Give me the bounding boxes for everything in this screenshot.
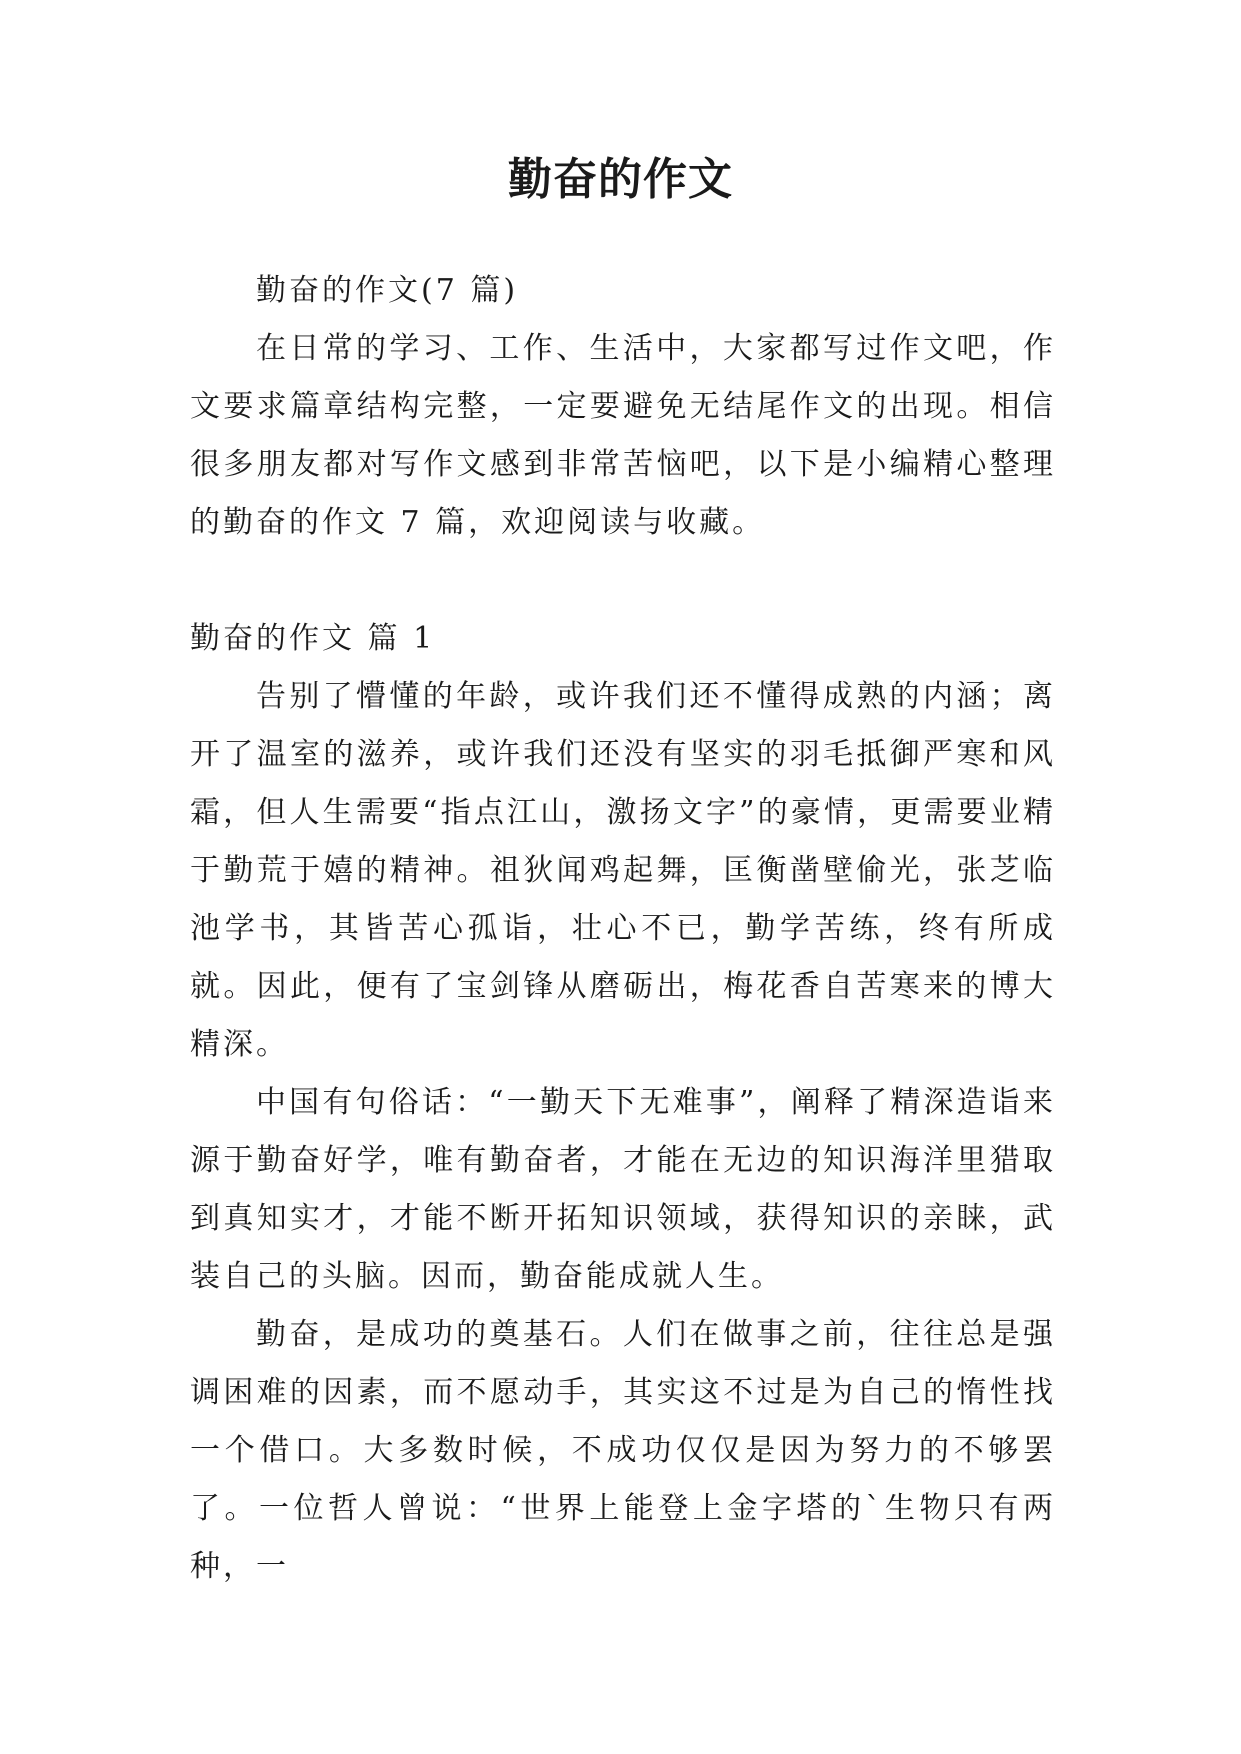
body-paragraph: 勤奋，是成功的奠基石。人们在做事之前，往往总是强调困难的因素，而不愿动手，其实这不过是为自己的惰性找一个借口。大多数时候，不成功仅仅是因为努力的不够罢了。一位哲人曾说：“世界上能登上金字塔的`生物只有两种，一: [190, 1317, 1056, 1584]
section-heading: 勤奋的作文 篇 1: [190, 621, 436, 656]
body-paragraph: 中国有句俗话：“一勤天下无难事”，阐释了精深造诣来源于勤奋好学，唯有勤奋者，才能在无边的知识海洋里猎取到真知实才，才能不断开拓知识领域，获得知识的亲睐，武装自己的头脑。因而，勤奋能成就人生。: [190, 1085, 1056, 1294]
document-title: 勤奋的作文: [508, 154, 733, 205]
body-paragraph: 告别了懵懂的年龄，或许我们还不懂得成熟的内涵；离开了温室的滋养，或许我们还没有坚实的羽毛抵御严寒和风霜，但人生需要“指点江山，激扬文字”的豪情，更需要业精于勤荒于嬉的精神。祖狄闻鸡起舞，匡衡凿壁偷光，张芝临池学书，其皆苦心孤诣，壮心不已，勤学苦练，终有所成就。因此，便有了宝剑锋从磨砺出，梅花香自苦寒来的博大精深。: [190, 679, 1056, 1062]
intro-paragraph: 在日常的学习、工作、生活中，大家都写过作文吧，作文要求篇章结构完整，一定要避免无结尾作文的出现。相信很多朋友都对写作文感到非常苦恼吧，以下是小编精心整理的勤奋的作文 7 篇，欢迎阅读与收藏。: [190, 331, 1056, 540]
document-subtitle: 勤奋的作文(7 篇): [256, 273, 519, 308]
document-body: [190, 262, 1056, 1596]
